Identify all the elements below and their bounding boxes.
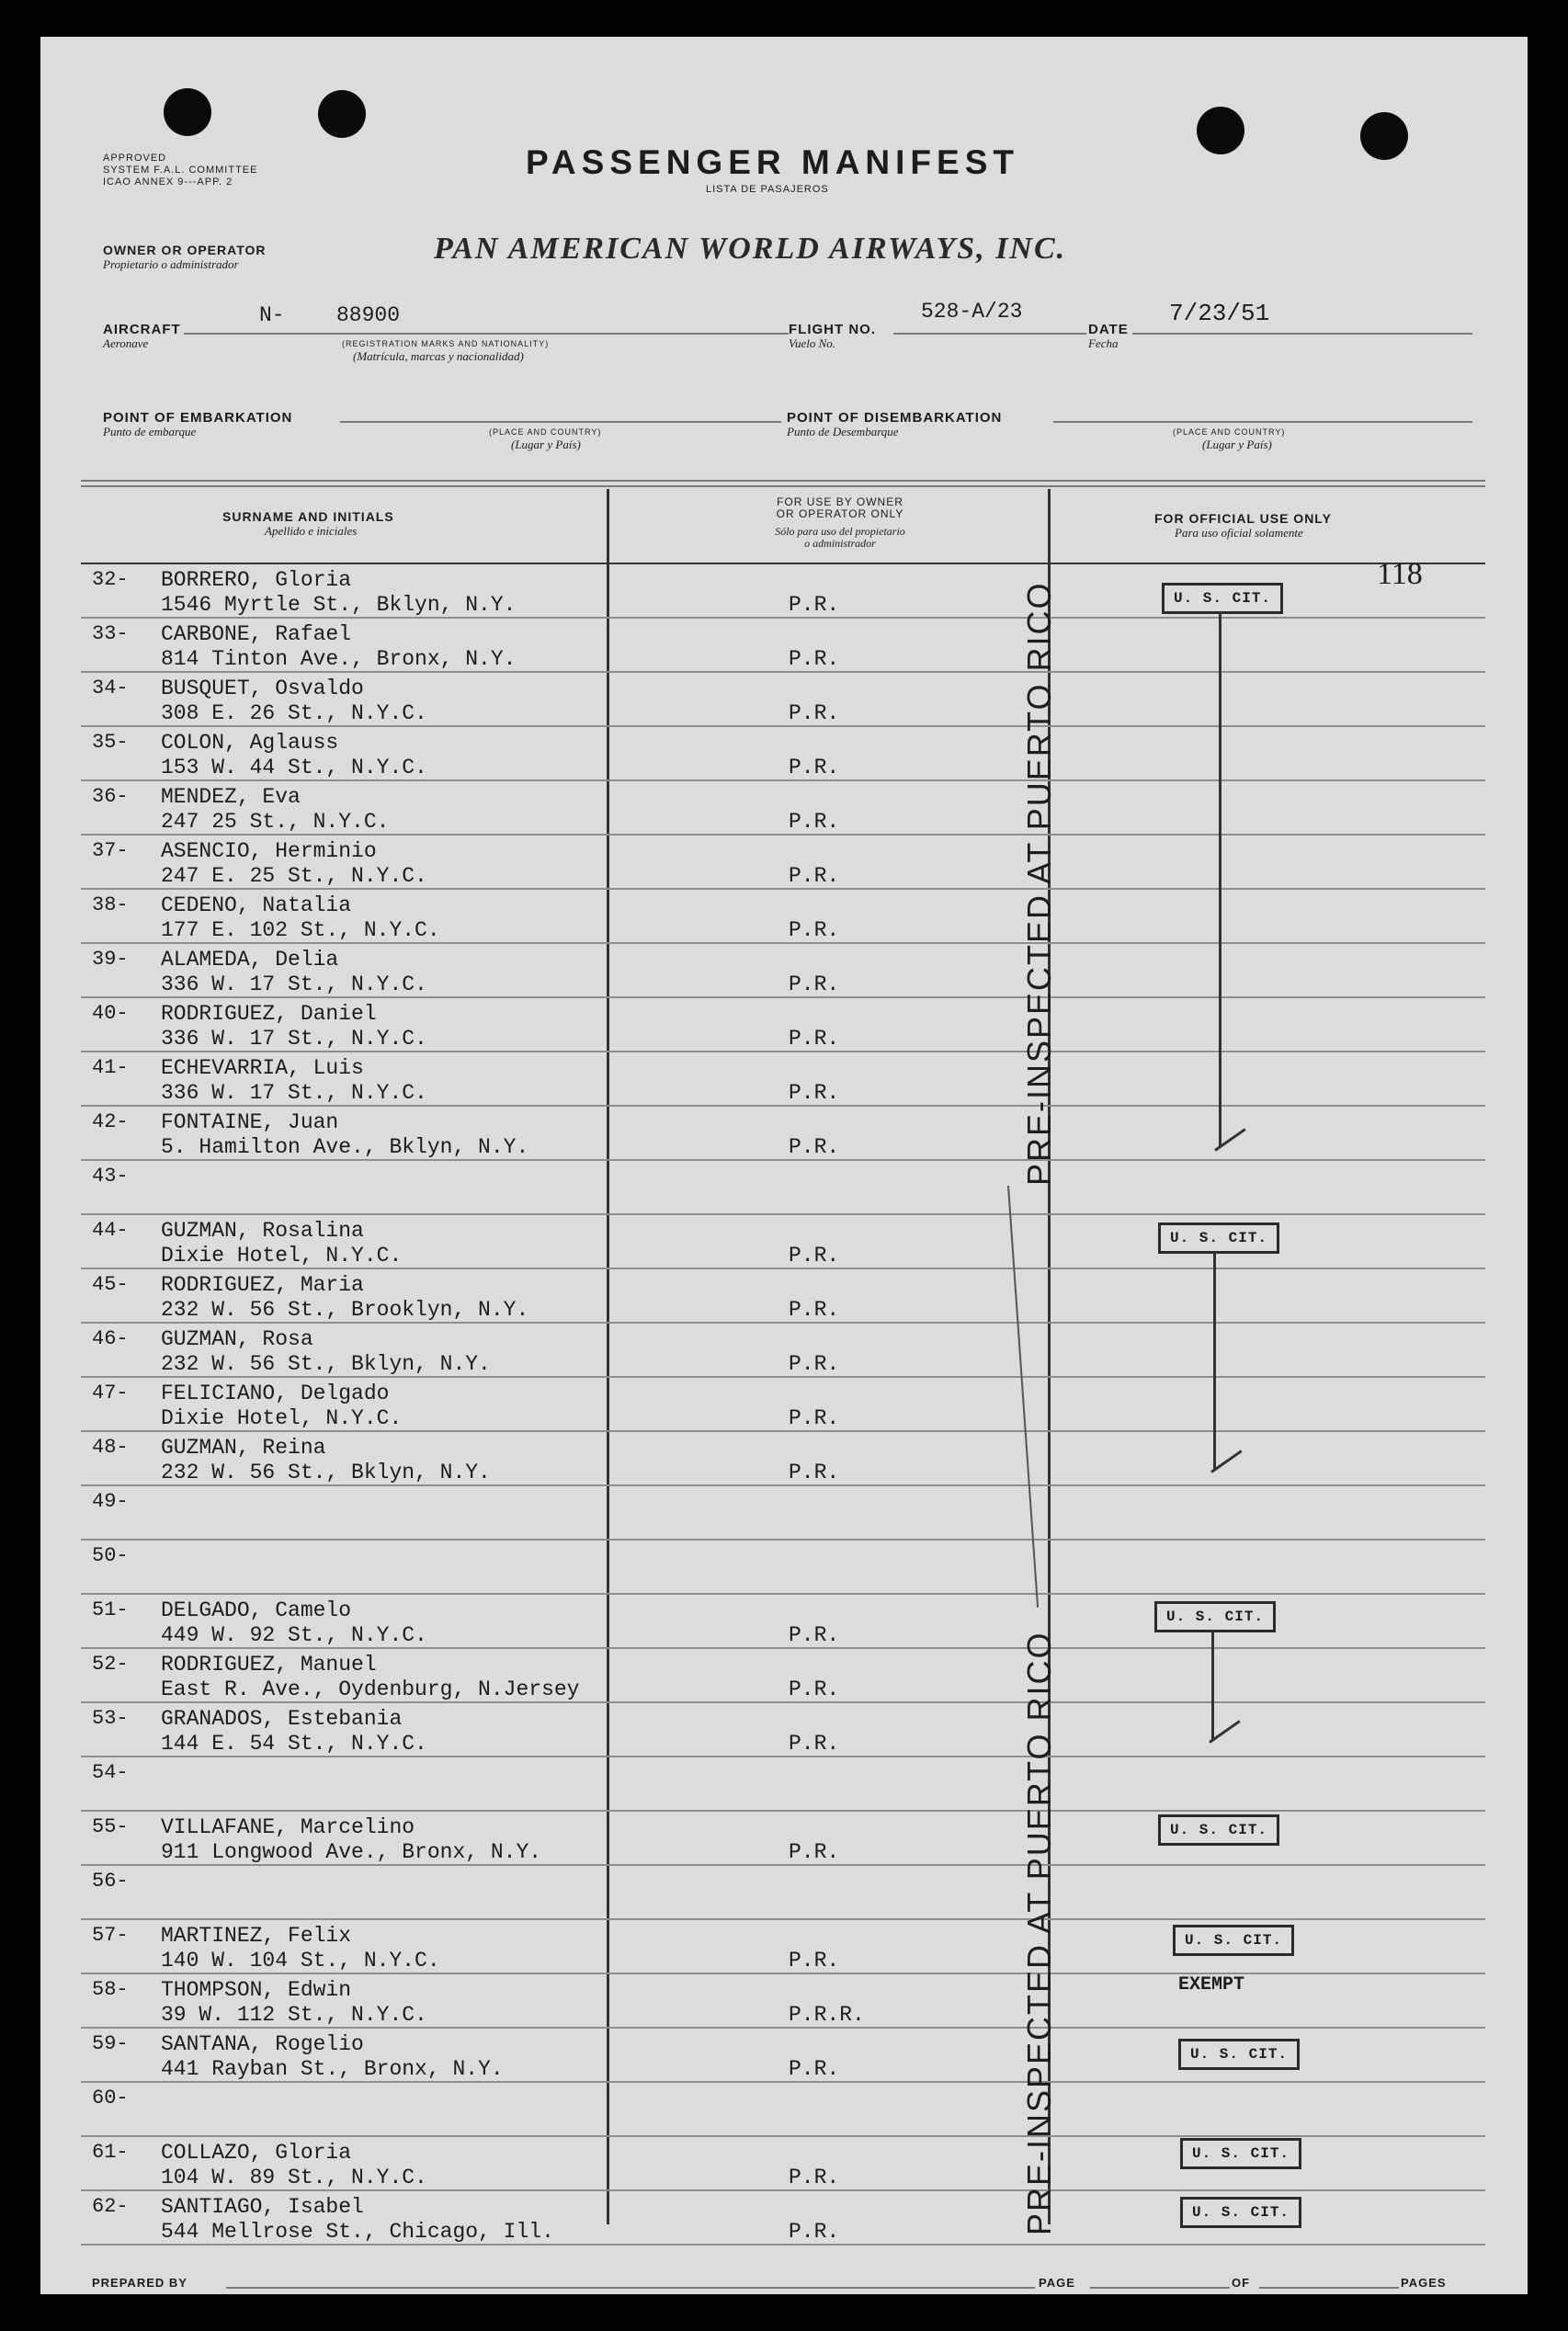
table-row <box>0 564 1568 619</box>
passenger-code: P.R. <box>789 1461 840 1484</box>
passenger-address: Dixie Hotel, N.Y.C. <box>161 1244 403 1268</box>
us-cit-stamp: U. S. CIT. <box>1173 1925 1294 1956</box>
passenger-code: P.R. <box>789 647 840 671</box>
table-row <box>0 1757 1568 1812</box>
passenger-code: P.R. <box>789 1732 840 1756</box>
date-value: 7/23/51 <box>1169 300 1270 327</box>
passenger-code: P.R. <box>789 2166 840 2189</box>
table-row <box>0 1974 1568 2029</box>
table-row <box>0 1486 1568 1541</box>
passenger-address: 153 W. 44 St., N.Y.C. <box>161 756 427 779</box>
punch-hole <box>1197 107 1244 154</box>
passenger-code: P.R. <box>789 1840 840 1864</box>
us-cit-stamp: U. S. CIT. <box>1162 583 1283 614</box>
passenger-name: BORRERO, Gloria <box>161 568 352 592</box>
registration-note-sub: (Matrícula, marcas y nacionalidad) <box>353 349 524 363</box>
table-row <box>0 781 1568 836</box>
col-header-owner-line: OR OPERATOR ONLY <box>776 507 904 520</box>
disembark-line <box>1053 421 1472 423</box>
passenger-code: P.R. <box>789 2057 840 2081</box>
row-number: 49- <box>92 1490 129 1513</box>
row-number: 61- <box>92 2141 129 2164</box>
owner-sub: Propietario o administrador <box>103 257 239 271</box>
aircraft-line <box>184 333 789 335</box>
row-number: 41- <box>92 1056 129 1079</box>
passenger-address: Dixie Hotel, N.Y.C. <box>161 1406 403 1430</box>
passenger-address: 336 W. 17 St., N.Y.C. <box>161 972 427 996</box>
table-row <box>0 1107 1568 1161</box>
table-row <box>0 1595 1568 1649</box>
passenger-code: P.R. <box>789 1406 840 1430</box>
bracket-line <box>1211 1631 1214 1739</box>
passenger-name: FONTAINE, Juan <box>161 1110 339 1134</box>
row-number: 52- <box>92 1653 129 1676</box>
approval-note <box>103 153 257 188</box>
passenger-name: SANTANA, Rogelio <box>161 2032 364 2056</box>
pages-label: PAGES <box>1401 2276 1447 2290</box>
table-row <box>0 2029 1568 2083</box>
row-number: 62- <box>92 2195 129 2218</box>
passenger-name: ECHEVARRIA, Luis <box>161 1056 364 1080</box>
passenger-name: RODRIGUEZ, Maria <box>161 1273 364 1297</box>
airline-name: PAN AMERICAN WORLD AIRWAYS, INC. <box>434 232 1067 266</box>
passenger-code: P.R. <box>789 701 840 725</box>
table-row <box>0 2083 1568 2137</box>
embark-sub: Punto de embarque <box>103 425 197 438</box>
pre-inspected-stamp: PRE-INSPECTED AT PUERTO RICO <box>1020 581 1058 1186</box>
embark-place-note-sub: (Lugar y País) <box>511 438 581 451</box>
row-number: 50- <box>92 1544 129 1567</box>
table-row <box>0 1378 1568 1432</box>
passenger-code: P.R. <box>789 1027 840 1051</box>
registration-note: (REGISTRATION MARKS AND NATIONALITY) <box>342 339 550 348</box>
row-number: 39- <box>92 948 129 971</box>
passenger-address: 232 W. 56 St., Brooklyn, N.Y. <box>161 1298 529 1322</box>
passenger-code: P.R. <box>789 810 840 834</box>
approval-line: ICAO ANNEX 9---APP. 2 <box>103 176 233 188</box>
table-row <box>0 619 1568 673</box>
table-row <box>0 2191 1568 2246</box>
table-row <box>0 1215 1568 1269</box>
row-number: 38- <box>92 893 129 916</box>
passenger-address: 5. Hamilton Ave., Bklyn, N.Y. <box>161 1135 529 1159</box>
aircraft-value: 88900 <box>336 303 401 327</box>
row-number: 48- <box>92 1436 129 1459</box>
table-row <box>0 1269 1568 1324</box>
aircraft-prefix: N- <box>259 303 285 327</box>
passenger-code: P.R.R. <box>789 2003 865 2027</box>
passenger-address: 140 W. 104 St., N.Y.C. <box>161 1949 440 1973</box>
passenger-code: P.R. <box>789 1298 840 1322</box>
passenger-name: VILLAFANE, Marcelino <box>161 1815 415 1839</box>
row-rule <box>81 2244 1485 2246</box>
passenger-code: P.R. <box>789 1352 840 1376</box>
passenger-name: COLON, Aglauss <box>161 731 339 755</box>
passenger-name: GUZMAN, Rosa <box>161 1327 313 1351</box>
table-row <box>0 1920 1568 1974</box>
row-number: 58- <box>92 1978 129 2001</box>
passenger-code: P.R. <box>789 1244 840 1268</box>
row-number: 44- <box>92 1219 129 1242</box>
table-row <box>0 1866 1568 1920</box>
col-header-owner <box>730 496 950 520</box>
row-number: 40- <box>92 1002 129 1025</box>
passenger-code: P.R. <box>789 756 840 779</box>
table-row <box>0 1703 1568 1757</box>
passenger-address: 544 Mellrose St., Chicago, Ill. <box>161 2220 554 2244</box>
passenger-code: P.R. <box>789 918 840 942</box>
passenger-name: ASENCIO, Herminio <box>161 839 377 863</box>
punch-hole <box>318 90 366 138</box>
table-row <box>0 1812 1568 1866</box>
table-row <box>0 2137 1568 2191</box>
table-row <box>0 1541 1568 1595</box>
passenger-name: CARBONE, Rafael <box>161 622 352 646</box>
table-row <box>0 673 1568 727</box>
page-line <box>1090 2287 1230 2289</box>
approval-line: APPROVED <box>103 153 167 164</box>
row-number: 54- <box>92 1761 129 1784</box>
passenger-name: COLLAZO, Gloria <box>161 2141 352 2165</box>
passenger-code: P.R. <box>789 1949 840 1973</box>
passenger-address: 232 W. 56 St., Bklyn, N.Y. <box>161 1352 491 1376</box>
page-label: PAGE <box>1039 2276 1075 2290</box>
passenger-code: P.R. <box>789 972 840 996</box>
table-row <box>0 727 1568 781</box>
passenger-name: SANTIAGO, Isabel <box>161 2195 364 2219</box>
col-header-owner-line: FOR USE BY OWNER <box>777 495 903 508</box>
table-row <box>0 1649 1568 1703</box>
flight-sub: Vuelo No. <box>789 336 836 350</box>
us-cit-stamp: U. S. CIT. <box>1154 1601 1276 1632</box>
us-cit-stamp: U. S. CIT. <box>1178 2039 1300 2070</box>
page-title: PASSENGER MANIFEST <box>526 143 1019 181</box>
flight-label: FLIGHT NO. <box>789 322 876 337</box>
row-number: 43- <box>92 1165 129 1188</box>
bracket-line <box>1219 612 1221 1147</box>
passenger-code: P.R. <box>789 1081 840 1105</box>
embark-line <box>340 421 781 423</box>
date-label: DATE <box>1088 322 1129 337</box>
disembark-place-note: (PLACE AND COUNTRY) <box>1173 427 1286 437</box>
passenger-address: 814 Tinton Ave., Bronx, N.Y. <box>161 647 517 671</box>
date-sub: Fecha <box>1088 336 1119 350</box>
row-number: 32- <box>92 568 129 591</box>
passenger-address: 441 Rayban St., Bronx, N.Y. <box>161 2057 504 2081</box>
punch-hole <box>164 88 211 136</box>
disembark-label: POINT OF DISEMBARKATION <box>787 410 1003 426</box>
passenger-code: P.R. <box>789 1135 840 1159</box>
passenger-name: RODRIGUEZ, Daniel <box>161 1002 377 1026</box>
passenger-name: RODRIGUEZ, Manuel <box>161 1653 377 1677</box>
passenger-name: FELICIANO, Delgado <box>161 1382 390 1405</box>
passenger-name: DELGADO, Camelo <box>161 1598 352 1622</box>
disembark-sub: Punto de Desembarque <box>787 425 899 438</box>
passenger-address: East R. Ave., Oydenburg, N.Jersey <box>161 1677 580 1701</box>
passenger-address: 232 W. 56 St., Bklyn, N.Y. <box>161 1461 491 1484</box>
table-row <box>0 1052 1568 1107</box>
disembark-place-note-sub: (Lugar y País) <box>1202 438 1272 451</box>
prepared-by-label: PREPARED BY <box>92 2276 187 2290</box>
owner-label: OWNER OR OPERATOR <box>103 243 267 257</box>
row-number: 51- <box>92 1598 129 1621</box>
approval-line: SYSTEM F.A.L. COMMITTEE <box>103 165 258 176</box>
passenger-code: P.R. <box>789 864 840 888</box>
passenger-name: THOMPSON, Edwin <box>161 1978 352 2002</box>
table-row <box>0 1432 1568 1486</box>
passenger-address: 144 E. 54 St., N.Y.C. <box>161 1732 427 1756</box>
row-number: 60- <box>92 2087 129 2109</box>
col-header-owner-sub <box>708 526 972 550</box>
row-number: 46- <box>92 1327 129 1350</box>
prepared-by-line <box>226 2287 1035 2289</box>
aircraft-label: AIRCRAFT <box>103 322 181 337</box>
table-row <box>0 998 1568 1052</box>
passenger-address: 449 W. 92 St., N.Y.C. <box>161 1623 427 1647</box>
bracket-line <box>1213 1252 1216 1469</box>
passenger-address: 1546 Myrtle St., Bklyn, N.Y. <box>161 593 517 617</box>
us-cit-stamp: U. S. CIT. <box>1180 2197 1301 2228</box>
passenger-name: CEDENO, Natalia <box>161 893 352 917</box>
embark-place-note: (PLACE AND COUNTRY) <box>489 427 602 437</box>
passenger-code: P.R. <box>789 1677 840 1701</box>
passenger-code: P.R. <box>789 1623 840 1647</box>
passenger-address: 247 E. 25 St., N.Y.C. <box>161 864 427 888</box>
table-row <box>0 1324 1568 1378</box>
page-title-sub: LISTA DE PASAJEROS <box>706 184 829 195</box>
passenger-address: 308 E. 26 St., N.Y.C. <box>161 701 427 725</box>
embark-label: POINT OF EMBARKATION <box>103 410 293 426</box>
row-number: 47- <box>92 1382 129 1404</box>
table-top-rule <box>81 485 1485 487</box>
col-header-surname: SURNAME AND INITIALS <box>222 509 394 524</box>
table-row <box>0 836 1568 890</box>
passenger-address: 39 W. 112 St., N.Y.C. <box>161 2003 427 2027</box>
flight-line <box>893 333 1086 335</box>
row-number: 59- <box>92 2032 129 2055</box>
row-number: 45- <box>92 1273 129 1296</box>
passenger-address: 911 Longwood Ave., Bronx, N.Y. <box>161 1840 542 1864</box>
row-number: 37- <box>92 839 129 862</box>
passenger-name: MARTINEZ, Felix <box>161 1924 352 1948</box>
table-row <box>0 944 1568 998</box>
pre-inspected-stamp: PRE-INSPECTED AT PUERTO RICO <box>1020 1631 1058 2235</box>
row-number: 42- <box>92 1110 129 1133</box>
col-header-official-sub: Para uso oficial solamente <box>1175 526 1303 540</box>
passenger-code: P.R. <box>789 593 840 617</box>
passenger-name: GRANADOS, Estebania <box>161 1707 403 1731</box>
aircraft-sub: Aeronave <box>103 336 149 350</box>
passenger-code: P.R. <box>789 2220 840 2244</box>
table-row <box>0 1161 1568 1215</box>
us-cit-stamp: U. S. CIT. <box>1158 1222 1279 1254</box>
us-cit-stamp: U. S. CIT. <box>1180 2138 1301 2169</box>
row-number: 55- <box>92 1815 129 1838</box>
row-number: 56- <box>92 1870 129 1893</box>
col-header-owner-sub-line: Sólo para uso del propietario <box>775 525 905 538</box>
passenger-name: MENDEZ, Eva <box>161 785 301 809</box>
date-line <box>1132 333 1472 335</box>
row-number: 33- <box>92 622 129 645</box>
passenger-address: 247 25 St., N.Y.C. <box>161 810 390 834</box>
passenger-address: 104 W. 89 St., N.Y.C. <box>161 2166 427 2189</box>
row-number: 34- <box>92 677 129 699</box>
punch-hole <box>1360 112 1408 160</box>
col-header-official: FOR OFFICIAL USE ONLY <box>1154 511 1332 526</box>
passenger-address: 336 W. 17 St., N.Y.C. <box>161 1081 427 1105</box>
of-line <box>1259 2287 1399 2289</box>
table-top-rule <box>81 480 1485 482</box>
passenger-address: 336 W. 17 St., N.Y.C. <box>161 1027 427 1051</box>
row-number: 35- <box>92 731 129 754</box>
passenger-name: ALAMEDA, Delia <box>161 948 339 972</box>
row-number: 53- <box>92 1707 129 1730</box>
col-header-surname-sub: Apellido e iniciales <box>265 524 358 538</box>
col-header-owner-sub-line: o administrador <box>804 537 876 550</box>
flight-value: 528-A/23 <box>921 300 1023 324</box>
exempt-stamp: EXEMPT <box>1178 1974 1245 1996</box>
row-number: 57- <box>92 1924 129 1947</box>
table-row <box>0 890 1568 944</box>
row-number: 36- <box>92 785 129 808</box>
page-number: 118 <box>1377 557 1423 591</box>
us-cit-stamp: U. S. CIT. <box>1158 1814 1279 1846</box>
passenger-name: BUSQUET, Osvaldo <box>161 677 364 700</box>
passenger-name: GUZMAN, Rosalina <box>161 1219 364 1243</box>
passenger-address: 177 E. 102 St., N.Y.C. <box>161 918 440 942</box>
passenger-name: GUZMAN, Reina <box>161 1436 326 1460</box>
of-label: OF <box>1232 2276 1251 2290</box>
